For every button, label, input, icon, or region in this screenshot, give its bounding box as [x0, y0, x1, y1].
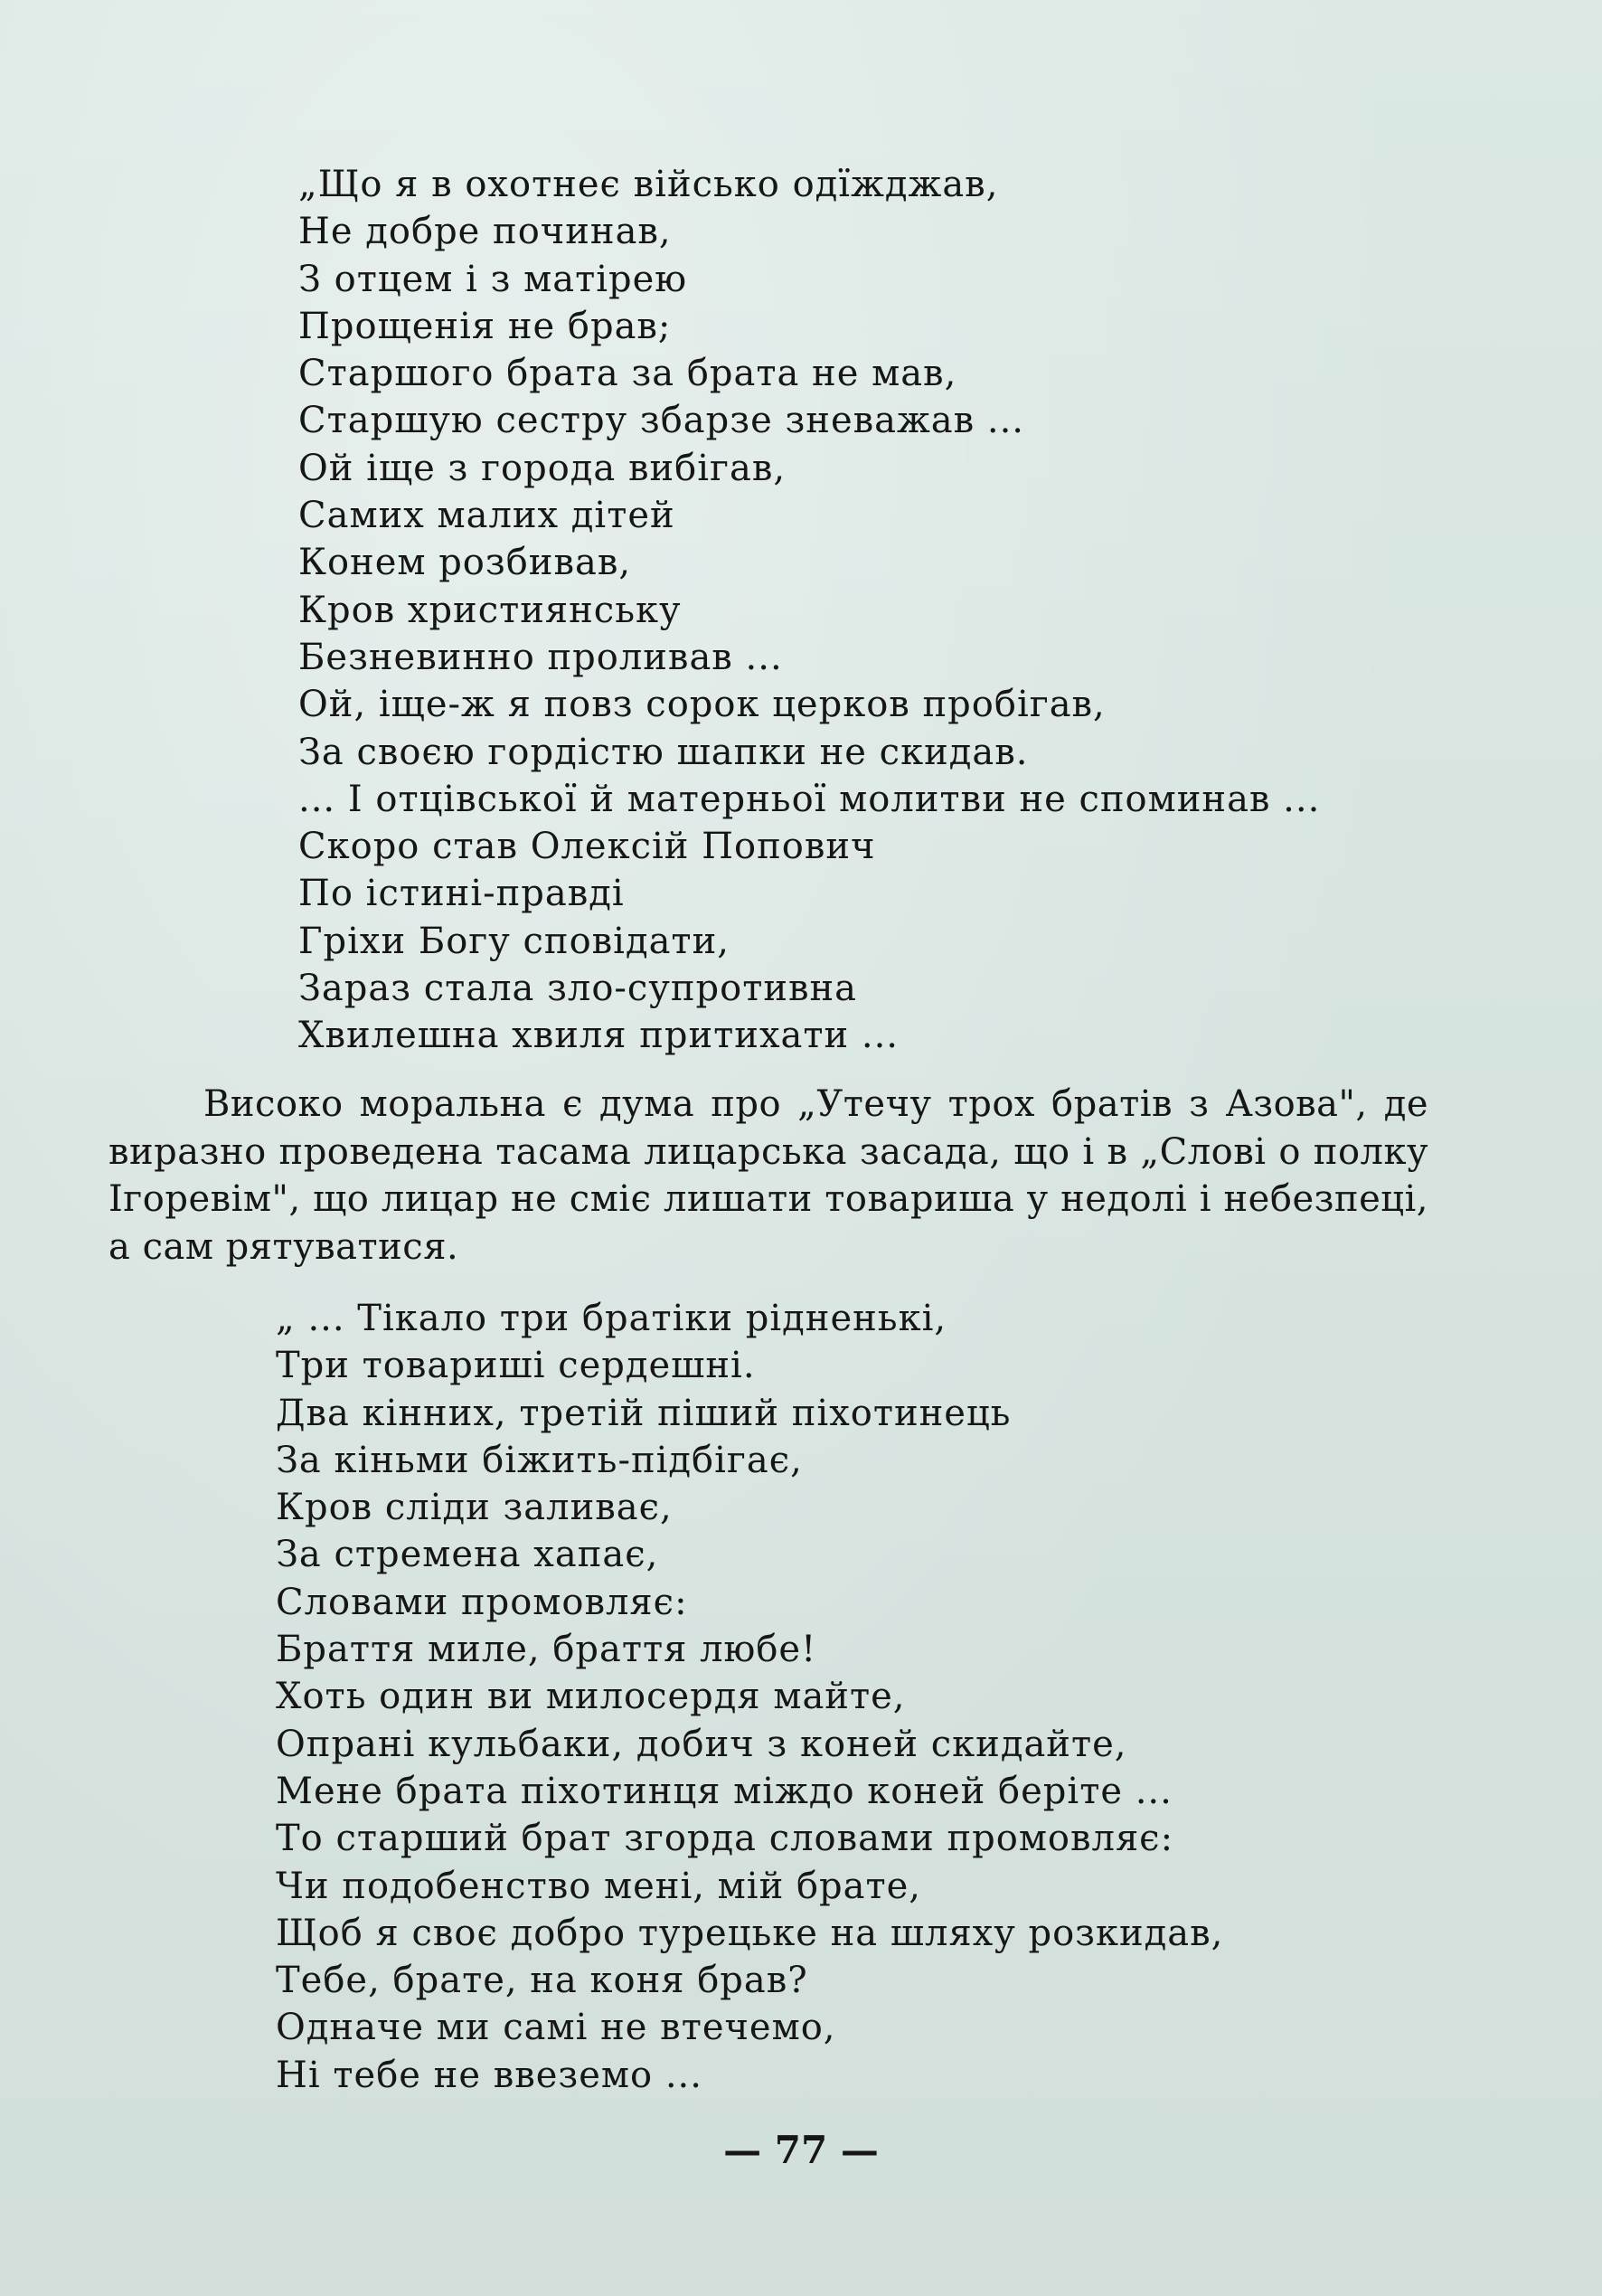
verse-line: Кров сліди заливає, [276, 1487, 673, 1529]
verse-line: „ ... Тікало три братіки рідненькі, [276, 1298, 947, 1339]
verse-line: Прощенія не брав; [298, 305, 672, 347]
verse-line: Тебе, брате, на коня брав? [276, 1960, 808, 2002]
poem-excerpt-aleksii-popovych [298, 161, 1320, 1060]
verse-line: Ой, іще-ж я повз сорок церков пробігав, [298, 684, 1106, 726]
verse-line: Браття миле, браття любе! [276, 1629, 817, 1671]
verse-line: Хвилешна хвиля притихати ... [298, 1015, 900, 1057]
verse-line: Безневинно проливав ... [298, 636, 783, 678]
page-number: — 77 — [723, 2128, 879, 2172]
verse-line: „Що я в охотнеє військо одїжджав, [298, 164, 999, 205]
verse-line: Словами промовляє: [276, 1581, 688, 1623]
verse-line: Старшого брата за брата не мав, [298, 353, 957, 395]
verse-line: Ой іще з города вибігав, [298, 447, 787, 489]
poem-excerpt-three-brothers [276, 1295, 1223, 2099]
verse-line: Скоро став Олексій Попович [298, 826, 876, 868]
verse-line: Гріхи Богу сповідати, [298, 920, 730, 962]
verse-line: Чи подобенство мені, мій брате, [276, 1865, 922, 1907]
verse-line: Самих малих дітей [298, 495, 675, 537]
verse-line: За своєю гордістю шапки не скидав. [298, 731, 1029, 773]
verse-line: По істині-правді [298, 873, 625, 915]
verse-line: Зараз стала зло-супротивна [298, 968, 858, 1010]
verse-line: Не добре починав, [298, 211, 672, 253]
verse-line: Опрані кульбаки, добич з коней скидайте, [276, 1723, 1127, 1765]
commentary-paragraph: Високо моральна є дума про „Утечу трох братів з Азова", де виразно проведена тасама лицарська засада, що і в „Слові о полку Ігоревім", що лицар не сміє лишати товариша у недолі і небезпеці, а сам рятуватися. [108, 1083, 1428, 1268]
verse-line: Одначе ми самі не втечемо, [276, 2007, 836, 2049]
verse-line: Хоть один ви милосердя майте, [276, 1676, 906, 1718]
verse-line: Мене брата піхотинця міждо коней беріте ... [276, 1770, 1173, 1812]
verse-line: Три товариші сердешні. [276, 1345, 756, 1387]
verse-line: Щоб я своє добро турецьке на шляху розкидав, [276, 1912, 1224, 1954]
verse-line: Ні тебе не ввеземо ... [276, 2054, 702, 2096]
verse-line: За кіньми біжить-підбігає, [276, 1439, 803, 1481]
verse-line: Конем розбивав, [298, 542, 632, 584]
verse-line: То старший брат згорда словами промовляє: [276, 1818, 1174, 1860]
verse-line: За стремена хапає, [276, 1534, 659, 1576]
verse-line: ... І отцівської й матерньої молитви не споминав ... [298, 778, 1321, 820]
verse-line: Кров християнську [298, 589, 682, 631]
verse-line: З отцем і з матірею [298, 258, 688, 300]
verse-line: Два кінних, третій піший піхотинець [276, 1392, 1012, 1434]
verse-line: Старшую сестру збарзе зневажав ... [298, 400, 1025, 442]
